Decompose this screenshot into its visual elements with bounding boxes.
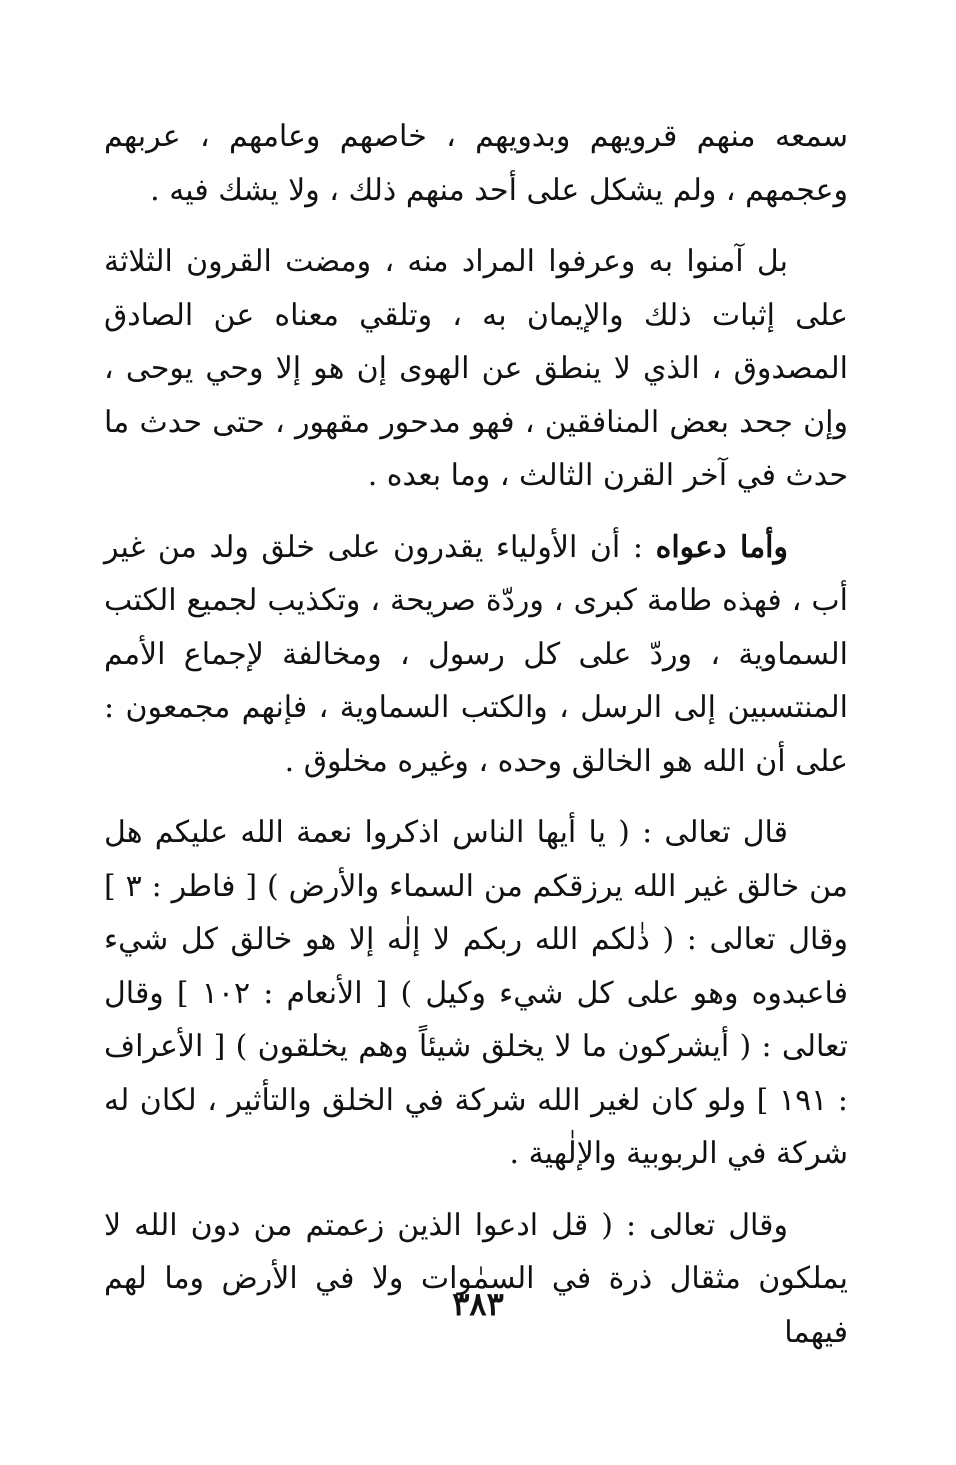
paragraph-3-text: : أن الأولياء يقدرون على خلق ولد من غير أب ، فهذه طامة كبرى ، وردّة صريحة ، وتكذيب لجميع الكتب السماوية ، وردّ على كل رسول ، ومخالفة لإجماع الأمم المنتسبين إلى الرسل ، والكتب السماوية ، فإنهم مجمعون : على أن الله هو الخالق وحده ، وغيره مخلوق . <box>104 529 848 779</box>
paragraph-4 <box>104 806 848 1181</box>
paragraph-3-lead: وأما دعواه <box>655 529 788 565</box>
paragraph-3 <box>104 521 848 789</box>
page-body <box>104 110 848 1377</box>
paragraph-5 <box>104 1199 848 1360</box>
paragraph-1 <box>104 110 848 217</box>
paragraph-4-text: قال تعالى : ( يا أيها الناس اذكروا نعمة الله عليكم هل من خالق غير الله يرزقكم من السماء والأرض ) [ فاطر : ٣ ] وقال تعالى : ( ذٰلكم الله ربكم لا إلٰه إلا هو خالق كل شيء فاعبدوه وهو على كل شيء وكيل ) [ الأنعام : ١٠٢ ] وقال تعالى : ( أيشركون ما لا يخلق شيئاً وهم يخلقون ) [ الأعراف : ١٩١ ] ولو كان لغير الله شركة في الخلق والتأثير ، لكان له شركة في الربوبية والإلٰهية . <box>104 815 848 1171</box>
paragraph-5-text: وقال تعالى : ( قل ادعوا الذين زعمتم من دون الله لا يملكون مثقال ذرة في السمٰوات ولا في الأرض وما لهم فيهما <box>104 1207 848 1350</box>
paragraph-2 <box>104 235 848 503</box>
page-number: ٣٨٣ <box>452 1285 504 1323</box>
paragraph-2-text: بل آمنوا به وعرفوا المراد منه ، ومضت القرون الثلاثة على إثبات ذلك والإيمان به ، وتلقي معناه عن الصادق المصدوق ، الذي لا ينطق عن الهوى إن هو إلا وحي يوحى ، وإن جحد بعض المنافقين ، فهو مدحور مقهور ، حتى حدث ما حدث في آخر القرن الثالث ، وما بعده . <box>104 244 848 493</box>
paragraph-1-text: سمعه منهم قرويهم وبدويهم ، خاصهم وعامهم ، عربهم وعجمهم ، ولم يشكل على أحد منهم ذلك ، ولا يشك فيه . <box>104 119 848 208</box>
